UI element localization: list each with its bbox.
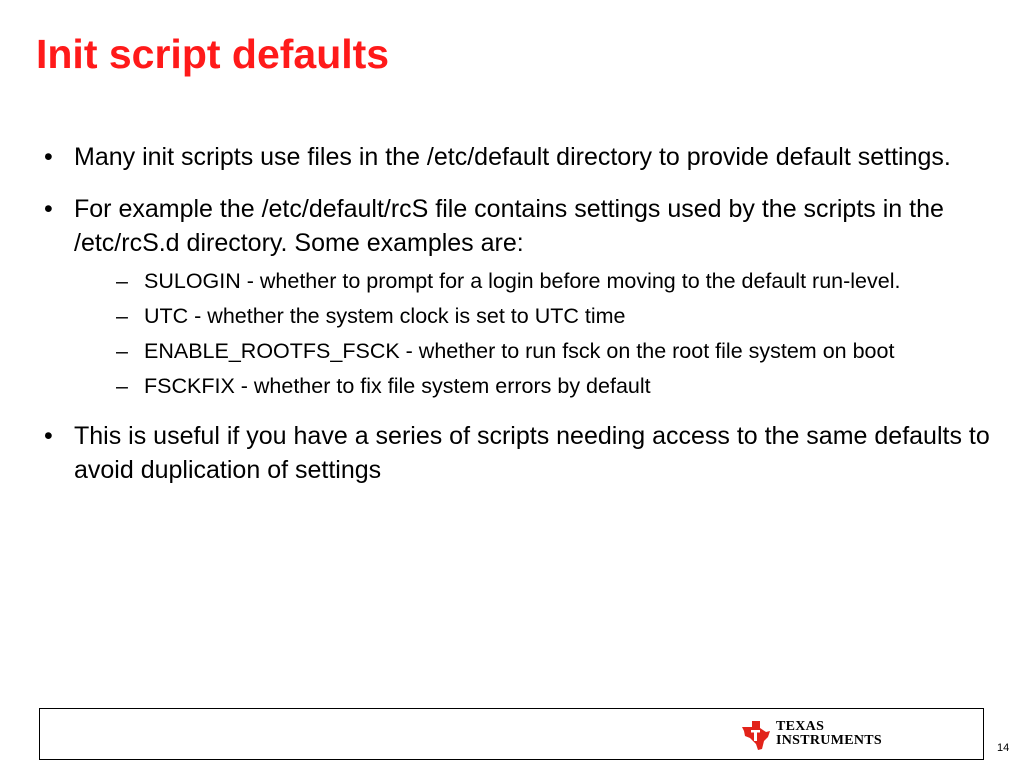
sub-bullet-item xyxy=(74,301,994,331)
dash-marker: – xyxy=(116,339,128,363)
dash-marker: – xyxy=(116,304,128,328)
bullet-text: For example the /etc/default/rcS file contains settings used by the scripts in the /etc/rcS.d directory. Some examples are: xyxy=(74,195,944,257)
sub-bullet-text: UTC - whether the system clock is set to UTC time xyxy=(144,304,626,328)
sub-bullet-text: SULOGIN - whether to prompt for a login before moving to the default run-level. xyxy=(144,269,901,293)
bullet-item xyxy=(44,419,994,487)
bullet-text: Many init scripts use files in the /etc/default directory to provide default settings. xyxy=(74,143,951,171)
dash-marker: – xyxy=(116,374,128,398)
bullet-item xyxy=(44,140,994,174)
slide-title: Init script defaults xyxy=(36,31,390,77)
sub-bullet-item xyxy=(74,336,994,366)
dash-marker: – xyxy=(116,269,128,293)
ti-state-logo-icon xyxy=(740,719,772,751)
sub-bullet-text: ENABLE_ROOTFS_FSCK - whether to run fsck on the root file system on boot xyxy=(144,339,895,363)
bullet-text: This is useful if you have a series of scripts needing access to the same defaults to avoid duplication of settings xyxy=(74,422,990,484)
logo-wordmark xyxy=(776,720,882,748)
page-number: 14 xyxy=(997,742,1010,754)
sub-bullet-item xyxy=(74,371,994,401)
sub-bullet-item xyxy=(74,266,994,296)
bullet-marker: • xyxy=(44,143,53,171)
slide-body xyxy=(44,140,994,505)
sub-bullet-text: FSCKFIX - whether to fix file system errors by default xyxy=(144,374,651,398)
logo-line-1: TEXAS xyxy=(776,719,825,734)
bullet-item xyxy=(44,192,994,401)
sub-bullet-list xyxy=(74,266,994,401)
bullet-marker: • xyxy=(44,195,53,223)
bullet-marker: • xyxy=(44,422,53,450)
texas-instruments-logo xyxy=(740,719,880,753)
logo-line-2: INSTRUMENTS xyxy=(776,733,882,748)
